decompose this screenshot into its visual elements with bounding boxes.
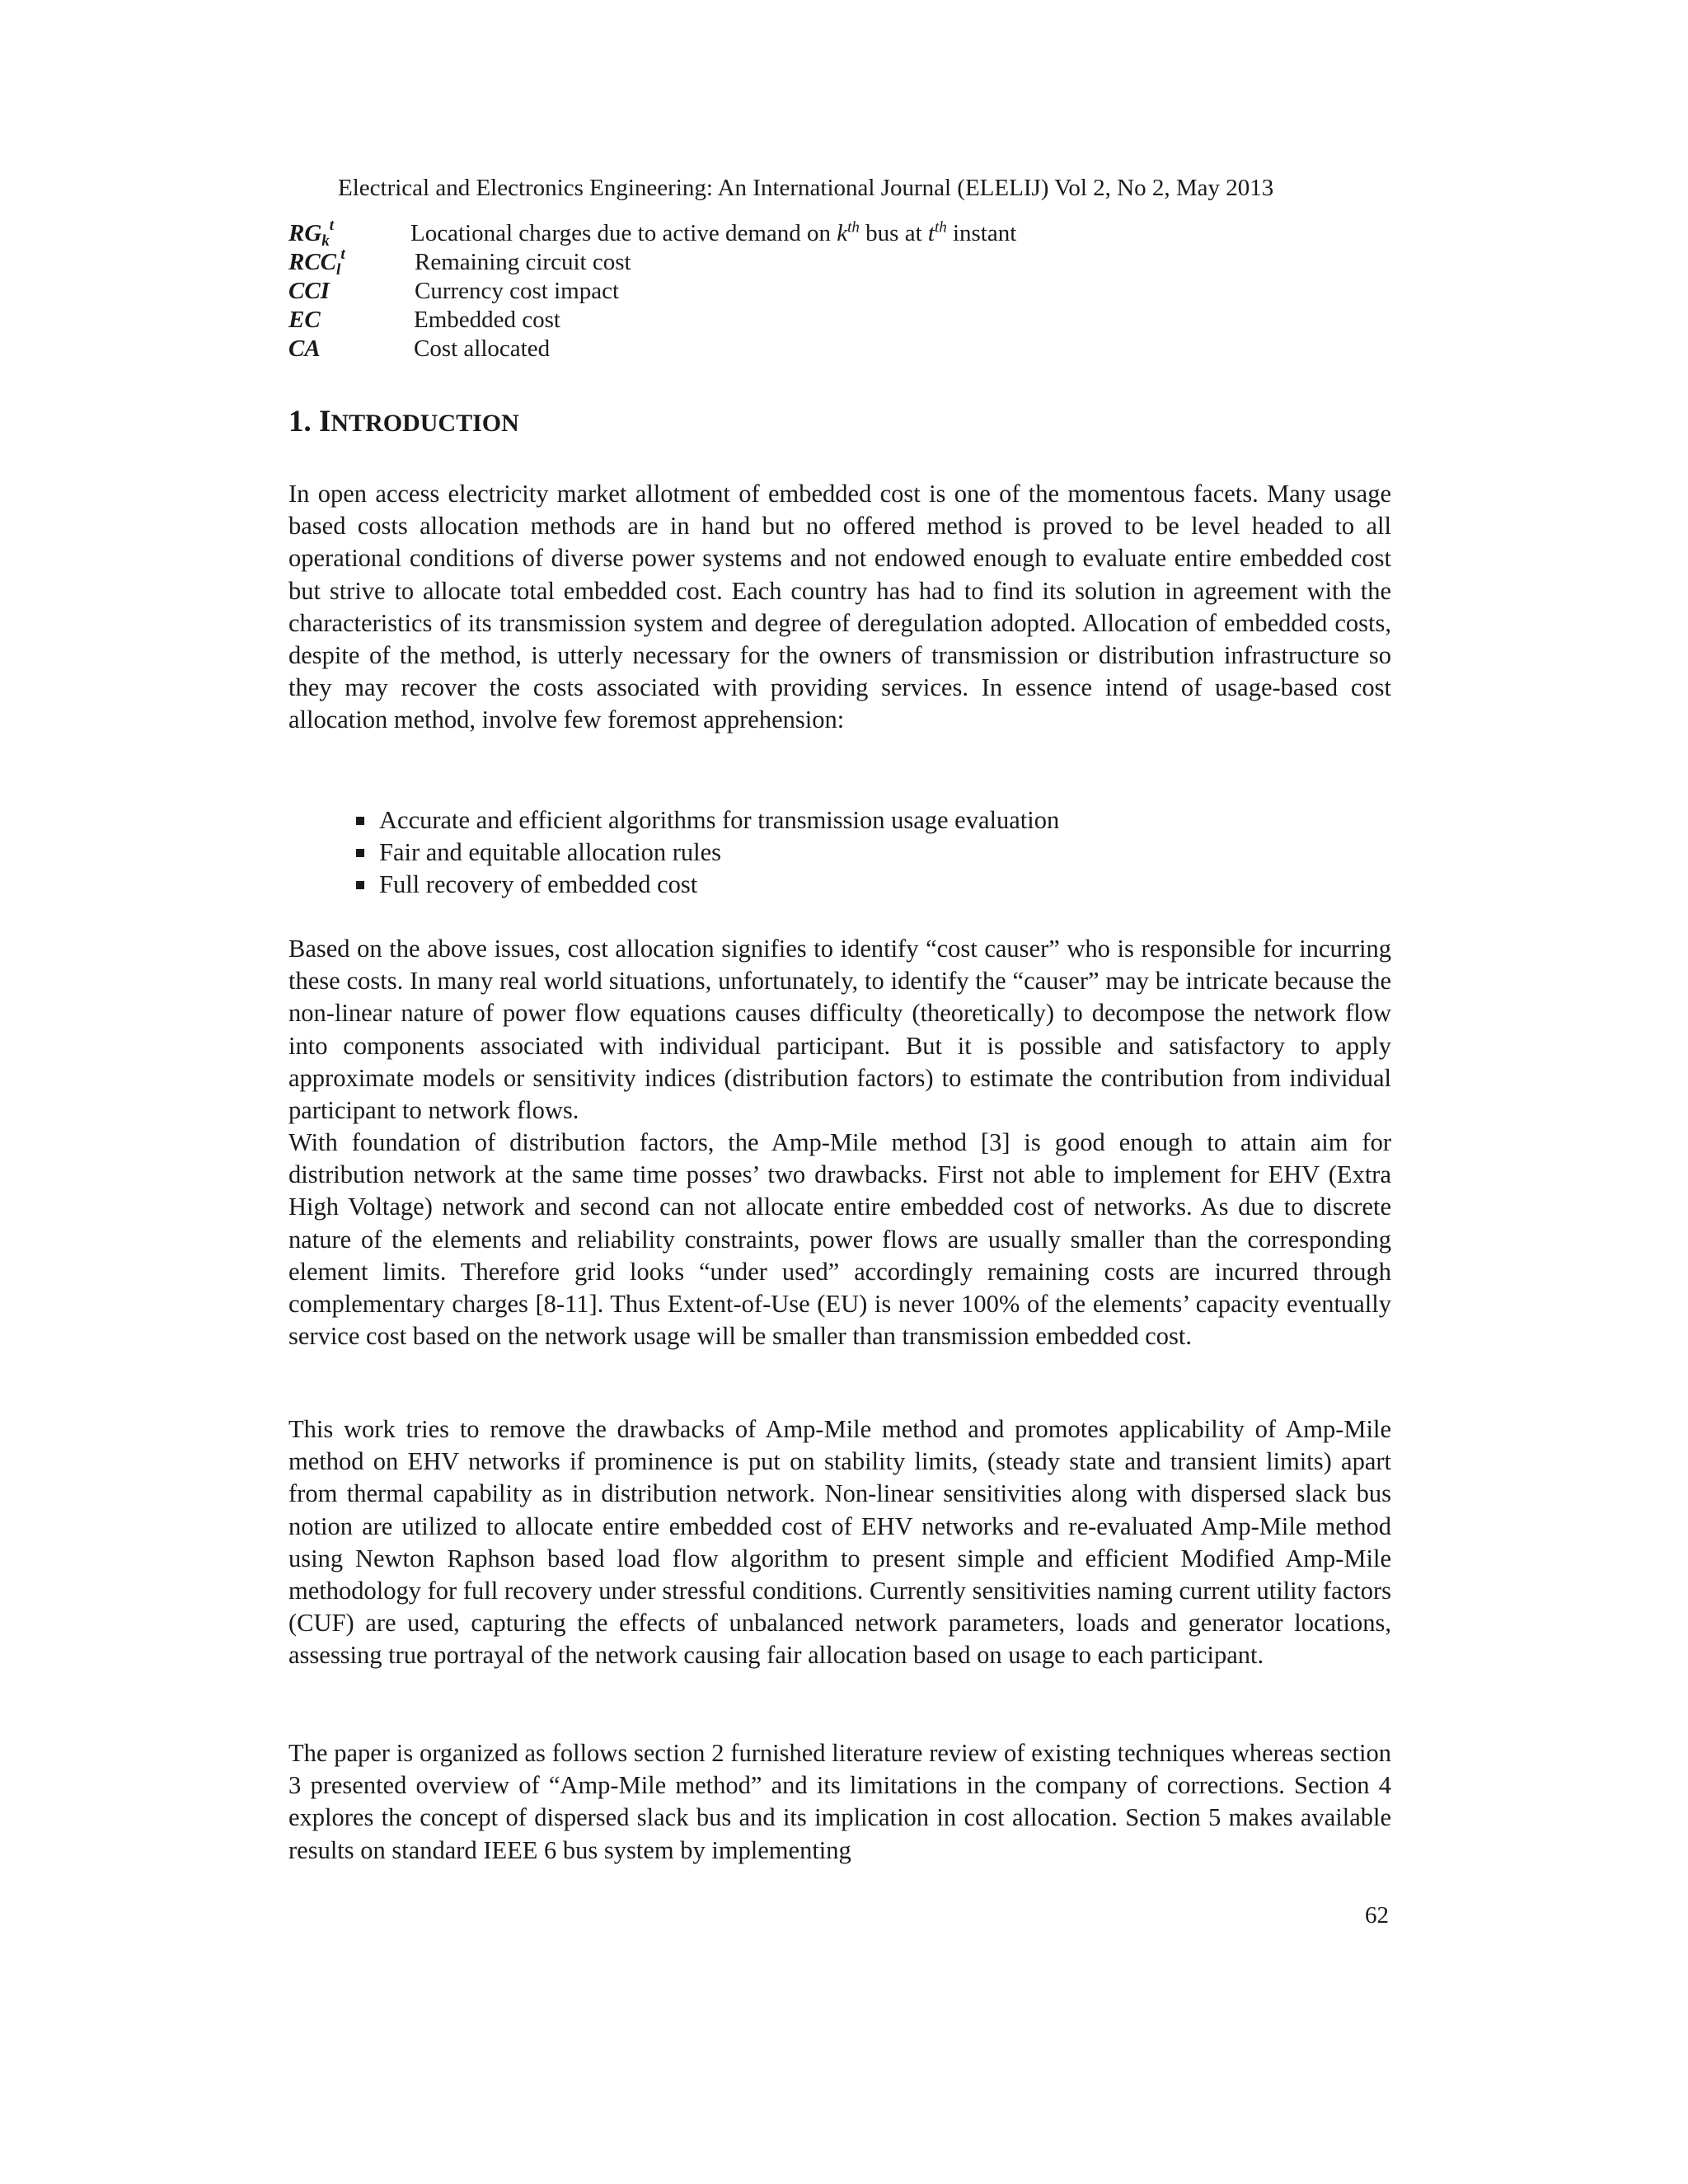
square-bullet-icon (356, 817, 364, 825)
nomenclature-symbol-rcc: $RCC_l^t$ (288, 246, 345, 279)
nomenclature-list (288, 219, 1442, 363)
nomenclature-symbol-ca: CA (288, 335, 321, 362)
bullet-item: Accurate and efficient algorithms for transmission usage evaluation (356, 804, 1059, 837)
intro-paragraph-5: The paper is organized as follows section 2 furnished literature review of existing techniques whereas section 3 presented overview of “Amp-Mile method” and its limitations in the company of corrections. Section 4 explores the concept of dispersed slack bus and its implication in cost allocation. Section 5 makes available results on standard IEEE 6 bus system by implementing (288, 1739, 1391, 1864)
bullet-item: Full recovery of embedded cost (356, 869, 1059, 901)
nomenclature-definition-ec: Embedded cost (414, 307, 560, 333)
intro-paragraph-1: In open access electricity market allotment of embedded cost is one of the momentous facets. Many usage based costs allocation methods are in hand but no offered method is proved to be level headed to all operational conditions of diverse power systems and not endowed enough to evaluate entire embedded cost but strive to allocate total embedded cost. Each country has had to find its solution in agreement with the characteristics of its transmission system and degree of deregulation adopted. Allocation of embedded costs, despite of the method, is utterly necessary for the owners of transmission or distribution infrastructure so they may recover the costs associated with providing services. In essence intend of usage-based cost allocation method, involve few foremost apprehension: (288, 480, 1391, 734)
concerns-bullet-list (356, 804, 1059, 902)
intro-paragraph-4: This work tries to remove the drawbacks of Amp-Mile method and promotes applicability of Amp-Mile method on EHV networks if prominence is put on stability limits, (steady state and transient limits) apart from thermal capability as in distribution network. Non-linear sensitivities along with dispersed slack bus notion are utilized to allocate entire embedded cost of EHV networks and re-evaluated Amp-Mile method using Newton Raphson based load flow algorithm to present simple and efficient Modified Amp-Mile methodology for full recovery under stressful conditions. Currently sensitivities naming current utility factors (CUF) are used, capturing the effects of unbalanced network parameters, loads and generator locations, assessing true portrayal of the network causing fair allocation based on usage to each participant. (288, 1415, 1391, 1670)
square-bullet-icon (356, 881, 364, 889)
nomenclature-symbol-cci: CCI (288, 278, 330, 304)
nomenclature-row-cci (288, 277, 1442, 306)
intro-paragraph-3: With foundation of distribution factors, the Amp-Mile method [3] is good enough to attain aim for distribution network at the same time posses’ two drawbacks. First not able to implement for EHV (Extra High Voltage) network and second can not allocate entire embedded cost of networks. As due to discrete nature of the elements and reliability constraints, power flows are usually smaller than the corresponding element limits. Therefore grid looks “under used” accordingly remaining costs are incurred through complementary charges [8-11]. Thus Extent-of-Use (EU) is never 100% of the elements’ capacity eventually service cost based on the network usage will be smaller than transmission embedded cost. (288, 1128, 1391, 1351)
nomenclature-row-ec (288, 306, 1442, 335)
bullet-item: Fair and equitable allocation rules (356, 837, 1059, 869)
nomenclature-definition-cci: Currency cost impact (415, 278, 620, 304)
intro-paragraph-2: Based on the above issues, cost allocation signifies to identify “cost causer” who is responsible for incurring these costs. In many real world situations, unfortunately, to identify the “causer” may be intricate because the non-linear nature of power flow equations causes difficulty (theoretically) to decompose the network flow into components associated with individual participant. But it is possible and satisfactory to apply approximate models or sensitivity indices (distribution factors) to estimate the contribution from individual participant to network flows. (288, 935, 1391, 1125)
nomenclature-row-rcc (288, 248, 1442, 277)
nomenclature-row-rg (288, 219, 1442, 248)
nomenclature-definition-rg: Locational charges due to active demand on $k^{th}$ bus at $t^{th}$ instant (410, 218, 1017, 246)
nomenclature-symbol-ec: EC (288, 307, 321, 333)
nomenclature-symbol-rg: $RG_k^t$ (288, 217, 335, 250)
journal-header: Electrical and Electronics Engineering: An International Journal (ELELIJ) Vol 2, No 2, May 2013 (338, 175, 1274, 201)
square-bullet-icon (356, 849, 364, 857)
page-number: 62 (1365, 1902, 1389, 1929)
nomenclature-definition-ca: Cost allocated (414, 335, 551, 362)
nomenclature-definition-rcc: Remaining circuit cost (415, 249, 631, 275)
section-heading-introduction: 1. INTRODUCTION (288, 405, 519, 438)
nomenclature-row-ca (288, 335, 1442, 363)
